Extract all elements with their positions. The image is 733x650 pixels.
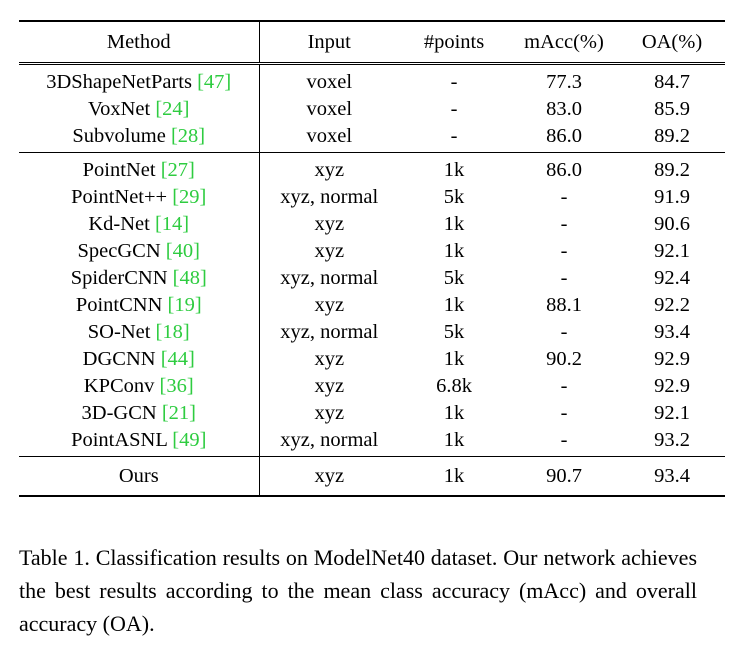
method-name: 3DShapeNetParts [46,71,192,93]
method-name: VoxNet [87,98,151,120]
points-cell: 1k [443,294,465,316]
method-cell [19,427,259,457]
citation-link[interactable]: [14] [154,213,190,235]
table-row [19,292,725,319]
oa-cell-best: 93.4 [654,321,690,343]
method-cell [19,153,259,185]
citation-link[interactable]: [28] [170,125,206,147]
macc-cell: - [560,240,568,262]
citation-link[interactable]: [49] [172,429,207,451]
oa-cell: 92.1 [654,240,690,262]
points-cell: 1k [399,153,509,185]
macc-cell: - [560,213,568,235]
method-cell [19,265,259,292]
input-cell: xyz [314,375,345,397]
macc-cell: - [560,321,568,343]
points-cell: - [450,125,458,147]
method-cell [19,346,259,373]
method-cell [19,292,259,319]
input-cell: xyz [314,240,345,262]
oa-cell: 89.2 [619,153,725,185]
points-cell: 6.8k [436,375,472,397]
points-cell: 5k [443,267,465,289]
input-cell: voxel [306,125,353,147]
table-row [19,346,725,373]
method-name: Subvolume [72,125,166,147]
oa-cell: 89.2 [654,125,690,147]
header-method: Method [19,21,259,64]
points-cell: 5k [443,321,465,343]
points-cell: 1k [443,429,465,451]
table-row [19,265,725,292]
oa-cell: 90.6 [654,213,690,235]
points-cell: 1k [443,402,465,424]
method-cell [19,400,259,427]
method-name: SpiderCNN [70,267,168,289]
macc-cell: 86.0 [509,153,619,185]
macc-cell: 86.0 [546,125,582,147]
method-name: SpecGCN [77,240,161,262]
point-methods-group [19,153,725,457]
oa-cell: 92.1 [654,402,690,424]
method-name: PointNet [82,159,156,181]
ours-row [19,457,725,497]
method-name: KPConv [83,375,155,397]
table-row [19,153,725,185]
input-cell: xyz [259,153,399,185]
macc-cell: - [560,375,568,397]
table-row [19,211,725,238]
oa-cell-best: 93.4 [619,457,725,497]
input-cell: xyz [314,348,345,370]
input-cell: xyz, normal [280,321,379,343]
citation-link[interactable]: [48] [172,267,207,289]
method-cell: Ours [19,457,259,497]
points-cell: - [399,64,509,97]
input-cell: xyz, normal [280,429,379,451]
ours-group [19,457,725,497]
table-row [19,319,725,346]
method-cell [19,319,259,346]
table-row [19,184,725,211]
input-cell: xyz [314,294,345,316]
method-cell [19,373,259,400]
method-cell [19,123,259,153]
citation-link[interactable]: [19] [167,294,202,316]
input-cell: xyz [259,457,399,497]
points-cell: 1k [443,240,465,262]
method-cell [19,64,259,97]
method-name: PointNet++ [71,186,168,208]
points-cell: - [450,98,458,120]
results-table-container [19,20,725,497]
method-cell [19,184,259,211]
table-row [19,96,725,123]
macc-cell: 83.0 [546,98,582,120]
method-cell [19,96,259,123]
table-caption: Table 1. Classification results on ModelNet40 dataset. Our network achieves the best results according to the mean class accuracy (mAcc) and overall accuracy (OA). [19,545,697,636]
method-name: DGCNN [82,348,156,370]
citation-link[interactable]: [29] [172,186,207,208]
method-name: 3D-GCN [81,402,157,424]
citation-link[interactable]: [40] [165,240,200,262]
input-cell: xyz [314,213,345,235]
method-name: PointASNL [71,429,168,451]
citation-link[interactable]: [36] [159,375,194,397]
macc-cell: - [560,402,568,424]
method-name: SO-Net [87,321,151,343]
macc-cell: - [560,429,568,451]
method-name: PointCNN [75,294,163,316]
oa-cell: 92.2 [654,294,690,316]
oa-cell: 92.9 [654,348,690,370]
header-points: #points [399,21,509,64]
header-input: Input [259,21,399,64]
oa-cell: 84.7 [619,64,725,97]
points-cell: 1k [443,348,465,370]
method-cell [19,238,259,265]
method-cell [19,211,259,238]
citation-link[interactable]: [21] [161,402,196,424]
citation-link[interactable]: [24] [155,98,190,120]
oa-cell: 93.2 [654,429,690,451]
input-cell: voxel [259,64,399,97]
macc-cell: 90.2 [546,348,582,370]
input-cell: voxel [306,98,353,120]
points-cell: 5k [443,186,465,208]
method-name: Kd-Net [88,213,150,235]
table-row [19,400,725,427]
citation-link[interactable]: [27] [160,159,195,181]
table-row [19,123,725,153]
header-macc: mAcc(%) [509,21,619,64]
table-row [19,238,725,265]
citation-link[interactable]: [18] [155,321,190,343]
classification-results-table [19,20,725,497]
macc-cell: - [560,267,568,289]
points-cell: 1k [443,213,465,235]
table-row [19,64,725,97]
macc-cell: - [560,186,568,208]
oa-cell: 91.9 [654,186,690,208]
table-header-row [19,21,725,64]
input-cell: xyz, normal [280,267,379,289]
citation-link[interactable]: [44] [160,348,195,370]
voxel-methods-group [19,64,725,153]
macc-cell-best: 90.7 [509,457,619,497]
table-row [19,373,725,400]
table-row [19,427,725,457]
citation-link[interactable]: [47] [197,71,232,93]
oa-cell: 92.4 [654,267,690,289]
header-oa: OA(%) [619,21,725,64]
oa-cell: 92.9 [654,375,690,397]
macc-cell: 88.1 [546,294,582,316]
points-cell: 1k [399,457,509,497]
input-cell: xyz [314,402,345,424]
oa-cell: 85.9 [654,98,690,120]
macc-cell: 77.3 [509,64,619,97]
input-cell: xyz, normal [280,186,379,208]
